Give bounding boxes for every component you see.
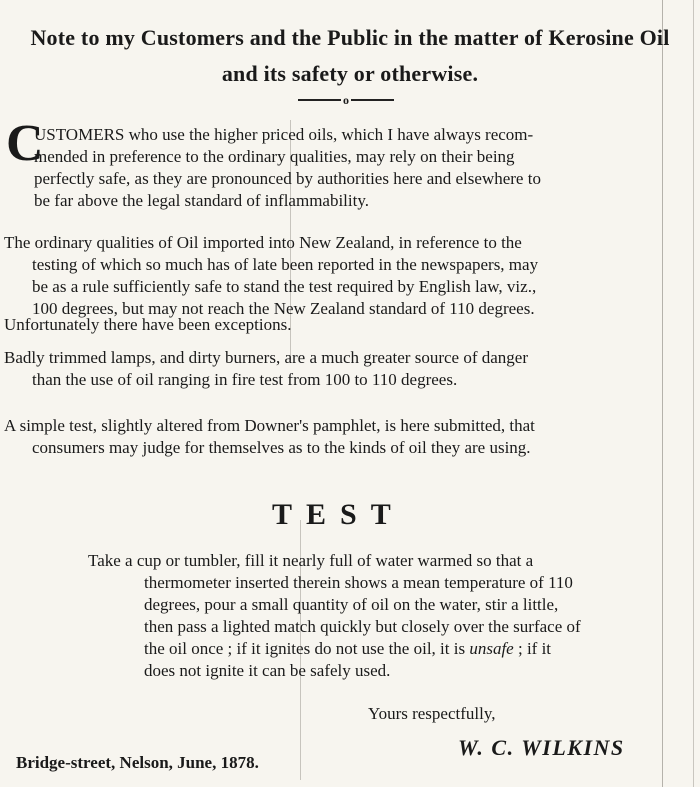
notice-title-line1: Note to my Customers and the Public in the matter of Kerosine Oil bbox=[30, 25, 670, 50]
paragraph-line: Unfortunately there have been exceptions. bbox=[4, 315, 292, 334]
sign-off: Yours respectfully, bbox=[368, 704, 496, 723]
separator-bar bbox=[351, 99, 394, 101]
paragraph-line: testing of which so much has of late been reported in the newspapers, may bbox=[32, 255, 539, 274]
paragraph-customers bbox=[6, 124, 541, 212]
paragraph-exceptions bbox=[4, 314, 291, 336]
separator-bar bbox=[298, 99, 341, 101]
signature: W. C. WILKINS bbox=[458, 735, 625, 760]
paragraph-line: USTOMERS who use the higher priced oils, which I have always recom- bbox=[34, 125, 534, 144]
paragraph-line: thermometer inserted therein shows a mean temperature of 110 bbox=[144, 573, 573, 592]
line-text: the oil once ; if it ignites do not use the oil, it is bbox=[144, 639, 470, 658]
paragraph-line: A simple test, slightly altered from Downer's pamphlet, is here submitted, that bbox=[4, 416, 535, 435]
unsafe-emphasis: unsafe bbox=[469, 639, 514, 658]
title-separator bbox=[298, 92, 394, 108]
paragraph-line: Take a cup or tumbler, fill it nearly full of water warmed so that a bbox=[88, 551, 534, 570]
paragraph-line: degrees, pour a small quantity of oil on the water, stir a little, bbox=[144, 595, 559, 614]
fold-line bbox=[662, 0, 663, 787]
line-text: ; if it bbox=[513, 639, 552, 658]
paragraph-line: than the use of oil ranging in fire test from 100 to 110 degrees. bbox=[32, 370, 458, 389]
paragraph-simple-test bbox=[4, 415, 535, 459]
paragraph-line: mended in preference to the ordinary qualities, may rely on their being bbox=[34, 147, 515, 166]
drop-cap: C bbox=[6, 115, 44, 172]
paragraph-line: The ordinary qualities of Oil imported into New Zealand, in reference to the bbox=[4, 233, 522, 252]
paragraph-line: be as a rule sufficiently safe to stand the test required by English law, viz., bbox=[32, 277, 537, 296]
paragraph-lamps bbox=[4, 347, 528, 391]
paragraph-line: consumers may judge for themselves as to the kinds of oil they are using. bbox=[32, 438, 531, 457]
paragraph-line: does not ignite it can be safely used. bbox=[144, 661, 391, 680]
paragraph-line: perfectly safe, as they are pronounced by authorities here and elsewhere to bbox=[34, 169, 541, 188]
separator-mark: o bbox=[343, 93, 349, 107]
paragraph-test-instructions bbox=[88, 550, 581, 682]
paragraph-line: be far above the legal standard of inflammability. bbox=[34, 191, 369, 210]
column-border bbox=[693, 0, 694, 787]
paragraph-line: then pass a lighted match quickly but closely over the surface of bbox=[144, 617, 581, 636]
address-dateline: Bridge-street, Nelson, June, 1878. bbox=[16, 753, 259, 772]
paragraph-line bbox=[88, 638, 581, 660]
test-heading: TEST bbox=[272, 498, 405, 531]
notice-title-line2: and its safety or otherwise. bbox=[221, 61, 479, 86]
paragraph-line: 100 degrees, but may not reach the New Zealand standard of 110 degrees. bbox=[32, 299, 535, 318]
paragraph-line: Badly trimmed lamps, and dirty burners, are a much greater source of danger bbox=[4, 348, 528, 367]
paragraph-ordinary-oils bbox=[4, 232, 538, 320]
